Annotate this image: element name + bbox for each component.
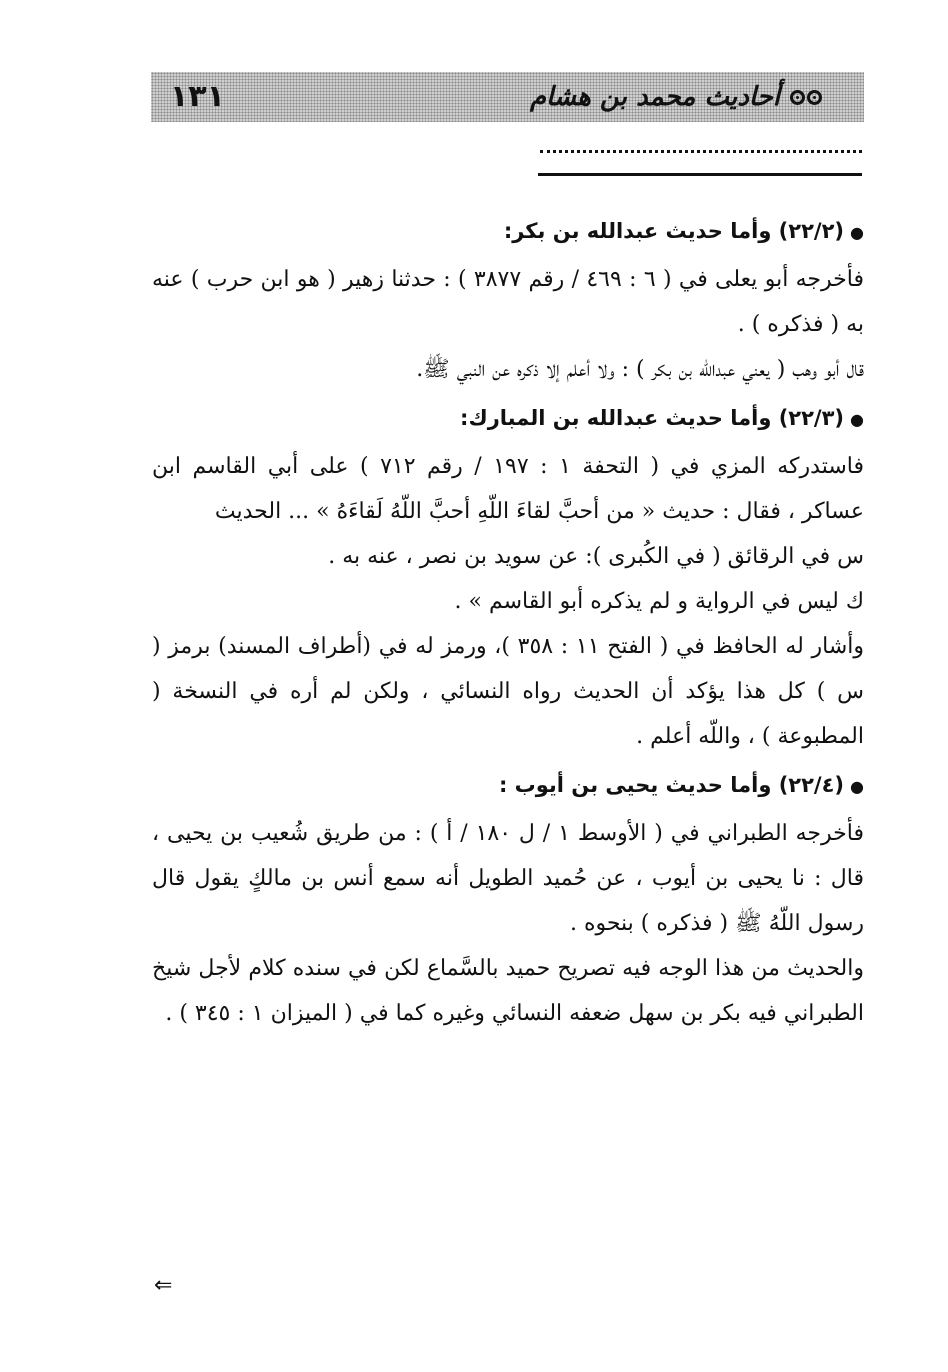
section-heading: ●(٢٢/٢) وأما حديث عبدالله بن بكر: <box>503 219 864 243</box>
running-title <box>530 80 822 114</box>
solid-rule <box>538 173 862 176</box>
bullet-icon: ● <box>850 223 864 242</box>
paragraph: ك ليس في الرواية و لم يذكره أبو القاسم » . <box>454 589 864 614</box>
bullet-icon: ● <box>850 777 864 796</box>
paragraph: والحديث من هذا الوجه فيه تصريح حميد بالسَّماع لكن في سنده كلام لأجل شيخ الطبراني فيه بكر بن سهل ضعفه النسائي وغيره كما في ( الميزان ١ : ٣٤٥ ) . <box>152 956 864 1026</box>
dotted-rule <box>540 150 862 153</box>
section-heading: ●(٢٢/٣) وأما حديث عبدالله بن المبارك: <box>460 406 864 430</box>
paragraph: فأخرجه أبو يعلى في ( ٦ : ٤٦٩ / رقم ٣٨٧٧ ) : حدثنا زهير ( هو ابن حرب ) عنه به ( فذكره ) . <box>152 267 864 337</box>
double-circle-ornament-icon <box>790 90 822 105</box>
paragraph: س في الرقائق ( في الكُبرى ): عن سويد بن نصر ، عنه به . <box>328 544 864 569</box>
paragraph: فأخرجه الطبراني في ( الأوسط ١ / ل ١٨٠ / أ ) : من طريق شُعيب بن يحيى ، قال : نا يحيى بن أيوب ، عن حُميد الطويل أنه سمع أنس بن مالكٍ يقول قال رسول اللّهُ ﷺ ( فذكره ) بنحوه . <box>152 821 864 936</box>
section-heading: ●(٢٢/٤) وأما حديث يحيى بن أيوب : <box>498 773 864 797</box>
page-number: ١٣١ <box>170 79 225 114</box>
paragraph: قال أبو وهب ( يعني عبدالله بن بكر ) : ولا أعلم إلا ذكره عن النبي ﷺ. <box>416 357 864 382</box>
paragraph: وأشار له الحافظ في ( الفتح ١١ : ٣٥٨ )، ورمز له في (أطراف المسند) برمز ( س ) كل هذا يؤكد أن الحديث رواه النسائي ، ولكن لم أره في النسخة ( المطبوعة ) ، واللّه أعلم . <box>152 634 865 749</box>
bullet-icon: ● <box>850 410 864 429</box>
paragraph: فاستدركه المزي في ( التحفة ١ : ١٩٧ / رقم ٧١٢ ) على أبي القاسم ابن عساكر ، فقال : حديث « من أحبَّ لقاءَ اللّهِ أحبَّ اللّهُ لَقاءَهُ » ... الحديث <box>152 454 864 524</box>
running-title-text: أحاديث محمد بن هشام <box>529 82 780 112</box>
page-content <box>152 205 864 1036</box>
next-page-arrow-icon[interactable]: ⇐ <box>154 1273 173 1298</box>
